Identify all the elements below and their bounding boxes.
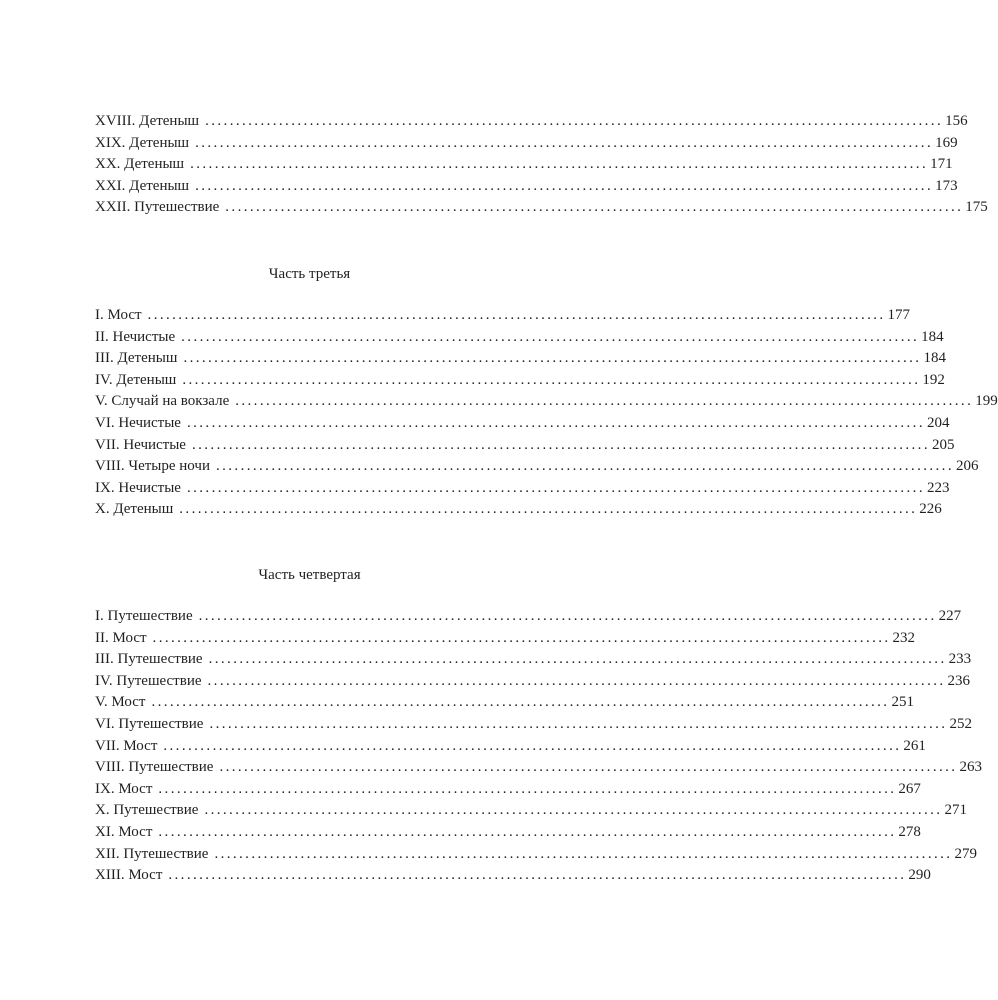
- toc-entry: [95, 197, 988, 219]
- dot-leader: ........................................................................................................................: [152, 629, 891, 646]
- dot-leader: ........................................................................................................................: [195, 134, 934, 151]
- toc-entry-title: VII. Мост: [95, 737, 158, 754]
- dot-leader: ........................................................................................................................: [163, 737, 902, 754]
- toc-entry: [95, 413, 950, 435]
- toc-entry: [95, 133, 958, 155]
- dot-leader: ........................................................................................................................: [158, 823, 897, 840]
- toc-entry-title: VI. Нечистые: [95, 414, 181, 431]
- toc-entry: [95, 822, 921, 844]
- toc-entry-page-number: 206: [955, 458, 979, 475]
- toc-entry: [95, 391, 998, 413]
- toc-entry: [95, 628, 916, 650]
- toc-entry-title: II. Нечистые: [95, 328, 176, 345]
- toc-entry-title: VII. Нечистые: [95, 436, 186, 453]
- toc-list-part-two-end: [95, 111, 988, 219]
- toc-entry: [95, 435, 955, 457]
- dot-leader: ........................................................................................................................: [182, 371, 921, 388]
- toc-entry-page-number: 169: [935, 134, 958, 151]
- dot-leader: ........................................................................................................................: [151, 694, 890, 711]
- toc-entry-page-number: 267: [898, 780, 921, 797]
- toc-entry: [95, 305, 911, 327]
- toc-entry: [95, 176, 958, 198]
- toc-entry-page-number: 251: [891, 694, 914, 711]
- part-three-heading: Часть третья: [268, 266, 351, 282]
- dot-leader: ........................................................................................................................: [158, 780, 897, 797]
- toc-entry-page-number: 279: [954, 845, 977, 862]
- toc-entry-page-number: 204: [926, 414, 950, 431]
- dot-leader: ........................................................................................................................: [190, 156, 929, 173]
- toc-entry-title: XI. Мост: [95, 823, 153, 840]
- toc-entry: [95, 111, 968, 133]
- toc-entry-title: IV. Путешествие: [95, 672, 202, 689]
- toc-entry: [95, 327, 944, 349]
- dot-leader: ........................................................................................................................: [204, 802, 943, 819]
- toc-entry-page-number: 199: [975, 393, 998, 410]
- toc-entry-page-number: 173: [935, 177, 958, 194]
- toc-entry: [95, 779, 921, 801]
- toc-entry: [95, 692, 914, 714]
- toc-entry-title: I. Мост: [95, 307, 142, 323]
- toc-entry-page-number: 223: [926, 479, 950, 496]
- toc-entry-page-number: 171: [930, 156, 953, 173]
- toc-entry-title: I. Путешествие: [95, 608, 193, 624]
- dot-leader: ........................................................................................................................: [147, 307, 886, 323]
- toc-entry-title: V. Мост: [95, 694, 146, 711]
- dot-leader: ........................................................................................................................: [191, 436, 930, 453]
- toc-list-part-three: [95, 305, 998, 521]
- dot-leader: ........................................................................................................................: [214, 845, 953, 862]
- dot-leader: ........................................................................................................................: [215, 458, 954, 475]
- toc-entry-page-number: 192: [922, 371, 945, 388]
- toc-entry-page-number: 271: [944, 802, 967, 819]
- toc-entry-title: VIII. Путешествие: [95, 759, 214, 776]
- toc-entry-page-number: 156: [945, 113, 968, 129]
- toc-entry-title: VI. Путешествие: [95, 715, 204, 732]
- dot-leader: ........................................................................................................................: [198, 608, 937, 624]
- toc-entry-title: XXII. Путешествие: [95, 199, 220, 216]
- toc-entry-title: XIX. Детеныш: [95, 134, 190, 151]
- dot-leader: ........................................................................................................................: [195, 177, 934, 194]
- toc-entry: [95, 865, 931, 887]
- toc-entry-title: III. Путешествие: [95, 651, 203, 668]
- toc-entry-title: XIII. Мост: [95, 867, 163, 884]
- toc-entry-page-number: 232: [892, 629, 916, 646]
- toc-entry-title: XVIII. Детеныш: [95, 113, 200, 129]
- toc-entry-page-number: 252: [949, 715, 972, 732]
- dot-leader: ........................................................................................................................: [209, 715, 948, 732]
- toc-entry-title: IX. Нечистые: [95, 479, 181, 496]
- toc-entry: [95, 478, 950, 500]
- toc-entry-page-number: 175: [965, 199, 988, 216]
- toc-entry-title: XXI. Детеныш: [95, 177, 190, 194]
- toc-entry-page-number: 233: [948, 651, 972, 668]
- toc-entry-title: V. Случай на вокзале: [95, 393, 230, 410]
- dot-leader: ........................................................................................................................: [186, 479, 925, 496]
- dot-leader: ........................................................................................................................: [186, 414, 925, 431]
- toc-entry: [95, 844, 977, 866]
- toc-entry-title: IV. Детеныш: [95, 371, 177, 388]
- dot-leader: ........................................................................................................................: [168, 867, 907, 884]
- toc-entry-page-number: 205: [931, 436, 955, 453]
- toc-entry-page-number: 290: [908, 867, 931, 884]
- toc-entry-title: X. Путешествие: [95, 802, 199, 819]
- toc-entry-page-number: 261: [903, 737, 926, 754]
- toc-entry: [95, 757, 982, 779]
- toc-entry: [95, 606, 962, 628]
- toc-entry-title: II. Мост: [95, 629, 147, 646]
- toc-entry-title: X. Детеныш: [95, 501, 174, 518]
- toc-entry-title: XII. Путешествие: [95, 845, 209, 862]
- toc-entry-page-number: 226: [919, 501, 942, 518]
- toc-entry-page-number: 177: [887, 307, 911, 323]
- dot-leader: ........................................................................................................................: [207, 672, 946, 689]
- toc-entry-page-number: 263: [959, 759, 982, 776]
- toc-entry: [95, 456, 979, 478]
- toc-entry: [95, 714, 972, 736]
- toc-list-part-four: [95, 606, 982, 887]
- dot-leader: ........................................................................................................................: [205, 113, 944, 129]
- dot-leader: ........................................................................................................................: [181, 328, 920, 345]
- dot-leader: ........................................................................................................................: [179, 501, 918, 518]
- toc-entry-page-number: 278: [898, 823, 921, 840]
- dot-leader: ........................................................................................................................: [208, 651, 947, 668]
- toc-entry: [95, 348, 946, 370]
- part-four-heading: Часть четвертая: [258, 567, 361, 583]
- toc-entry: [95, 800, 967, 822]
- toc-entry-page-number: 184: [921, 328, 944, 345]
- toc-entry-page-number: 184: [923, 350, 946, 367]
- toc-entry: [95, 370, 945, 392]
- toc-entry-title: III. Детеныш: [95, 350, 178, 367]
- dot-leader: ........................................................................................................................: [225, 199, 964, 216]
- toc-entry: [95, 154, 953, 176]
- toc-entry-title: VIII. Четыре ночи: [95, 458, 210, 475]
- toc-entry-title: IX. Мост: [95, 780, 153, 797]
- dot-leader: ........................................................................................................................: [219, 759, 958, 776]
- toc-entry: [95, 649, 972, 671]
- dot-leader: ........................................................................................................................: [183, 350, 922, 367]
- toc-entry: [95, 736, 926, 758]
- toc-entry: [95, 499, 942, 521]
- toc-entry-title: XX. Детеныш: [95, 156, 185, 173]
- toc-entry-page-number: 236: [947, 672, 971, 689]
- toc-entry-page-number: 227: [938, 608, 962, 624]
- toc-entry: [95, 671, 971, 693]
- dot-leader: ........................................................................................................................: [235, 393, 974, 410]
